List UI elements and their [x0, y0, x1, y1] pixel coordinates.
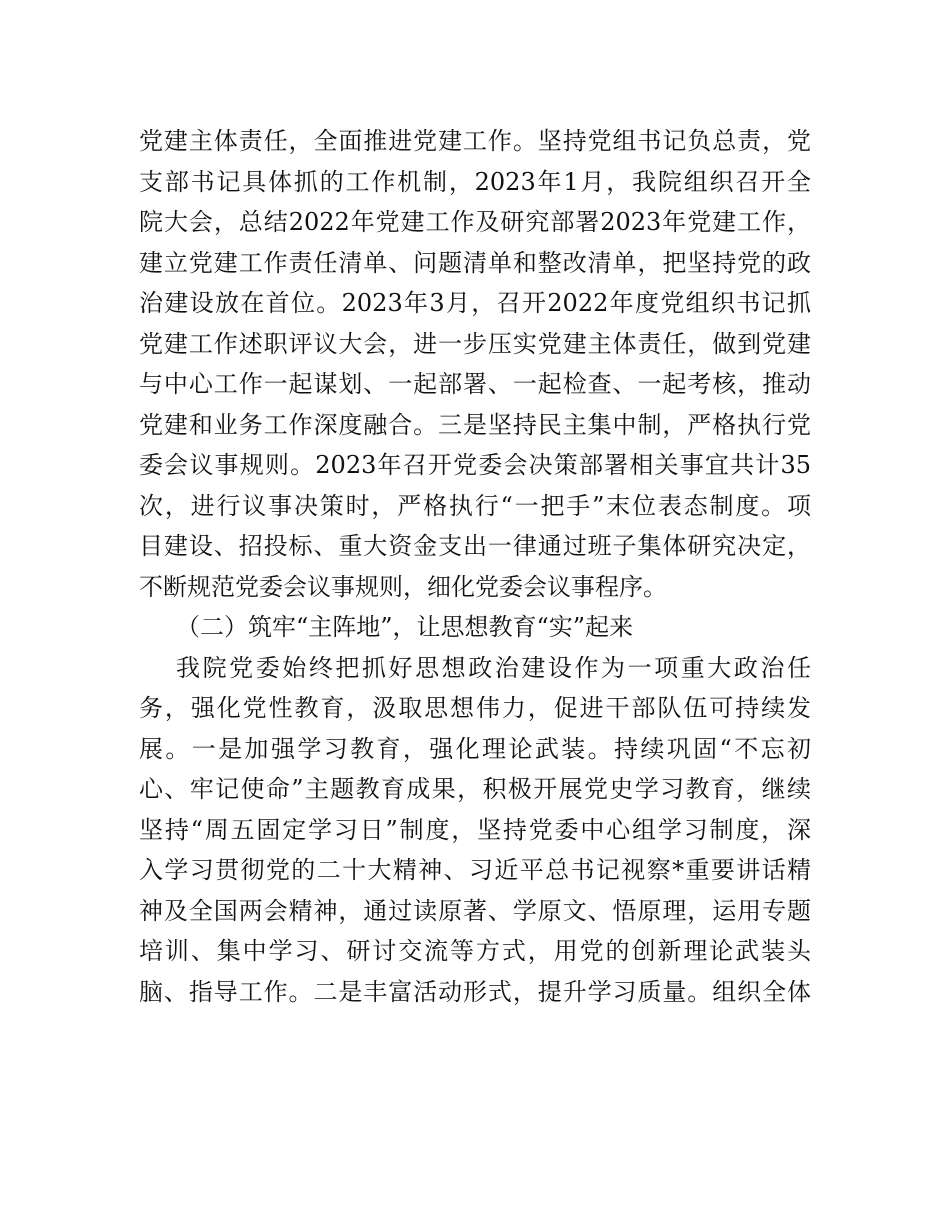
text-line: 委会议事规则。2023年召开党委会决策部署相关事宜共计35 — [139, 451, 811, 479]
text-line: 神及全国两会精神，通过读原著、学原文、悟原理，运用专题 — [139, 896, 811, 925]
text-line: 院大会，总结2022年党建工作及研究部署2023年党建工作， — [139, 208, 811, 236]
text-line: 治建设放在首位。2023年3月，召开2022年度党组织书记抓 — [139, 289, 811, 317]
text-line: 坚持“周五固定学习日”制度，坚持党委中心组学习制度，深 — [139, 815, 811, 844]
paragraph-ideological-education — [139, 648, 811, 1013]
text-line: 目建设、招投标、重大资金支出一律通过班子集体研究决定， — [139, 532, 811, 560]
text-line: 展。一是加强学习教育，强化理论武装。持续巩固“不忘初 — [139, 734, 811, 763]
document-body — [139, 121, 811, 1012]
paragraph-party-building-responsibility — [139, 121, 811, 607]
text-line: 心、牢记使命”主题教育成果，积极开展党史学习教育，继续 — [139, 775, 811, 803]
text-line: 党建和业务工作深度融合。三是坚持民主集中制，严格执行党 — [139, 410, 811, 439]
text-line: 建立党建工作责任清单、问题清单和整改清单，把坚持党的政 — [139, 248, 811, 277]
text-line: 入学习贯彻党的二十大精神、习近平总书记视察*重要讲话精 — [139, 856, 811, 884]
text-line: 支部书记具体抓的工作机制，2023年1月，我院组织召开全 — [139, 167, 811, 196]
text-line: 党建工作述职评议大会，进一步压实党建主体责任，做到党建 — [139, 329, 811, 358]
text-line: 脑、指导工作。二是丰富活动形式，提升学习质量。组织全体 — [139, 977, 811, 1006]
text-line: 党建主体责任，全面推进党建工作。坚持党组书记负总责，党 — [139, 127, 811, 155]
text-line: 与中心工作一起谋划、一起部署、一起检查、一起考核，推动 — [139, 370, 811, 398]
text-line: 不断规范党委会议事规则，细化党委会议事程序。 — [139, 572, 667, 601]
text-line: 次，进行议事决策时，严格执行“一把手”末位表态制度。项 — [139, 491, 811, 520]
text-line: 务，强化党性教育，汲取思想伟力，促进干部队伍可持续发 — [139, 694, 811, 722]
text-line: 培训、集中学习、研讨交流等方式，用党的创新理论武装头 — [139, 937, 811, 965]
section-heading-ideological-education: （二）筑牢“主阵地”，让思想教育“实”起来 — [176, 613, 634, 641]
text-line: 我院党委始终把抓好思想政治建设作为一项重大政治任 — [176, 653, 811, 682]
